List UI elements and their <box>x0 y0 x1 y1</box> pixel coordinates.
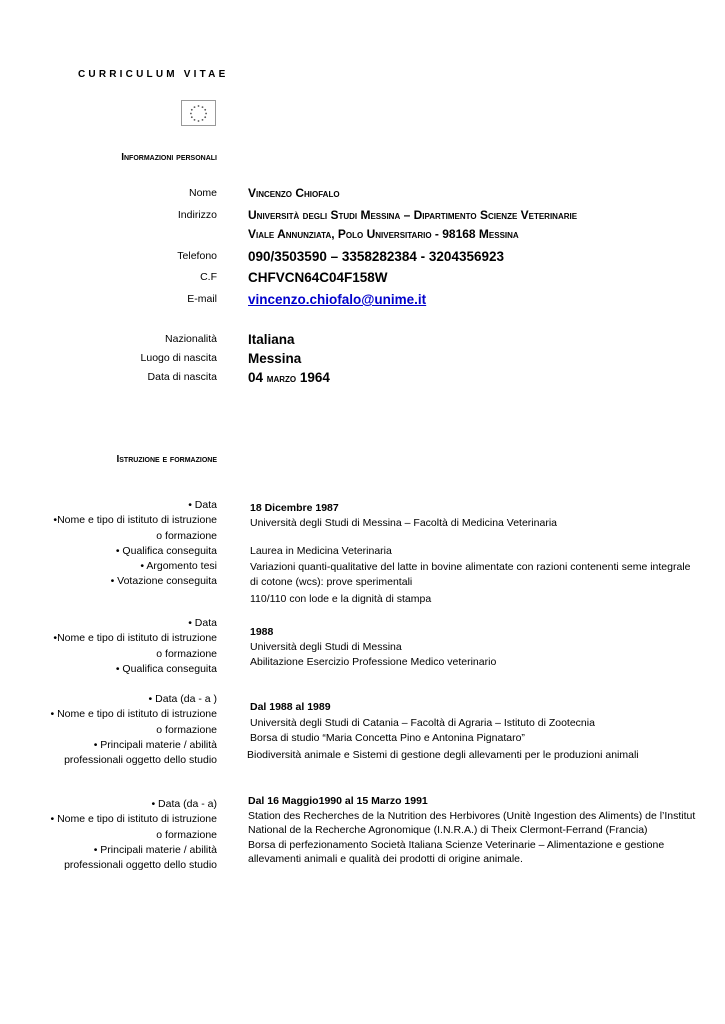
label-istituto-cont: o formazione <box>156 529 217 542</box>
label-votazione: • Votazione conseguita <box>110 575 217 588</box>
education-entry-1-line: Laurea in Medicina Veterinaria <box>250 545 392 557</box>
label-materie-cont: professionali oggetto dello studio <box>64 754 217 767</box>
label-data: • Data (da - a) <box>151 798 217 810</box>
label-data: • Data <box>188 499 217 511</box>
label-email: E-mail <box>187 293 217 305</box>
education-entry-1-line: Variazioni quanti-qualitative del latte in bovine alimentate con razioni contenenti seme integrale <box>250 561 691 573</box>
label-istituto: • Nome e tipo di istituto di istruzione <box>50 813 217 826</box>
label-qualifica: • Qualifica conseguita <box>115 662 217 675</box>
education-entry-4-labels <box>50 797 217 873</box>
label-materie: • Principali materie / abilità <box>93 843 217 856</box>
value-indirizzo-line2: Viale Annunziata, Polo Universitario - 98168 Messina <box>248 227 519 241</box>
value-nazionalita: Italiana <box>248 332 295 347</box>
label-istituto: •Nome e tipo di istituto di istruzione <box>53 514 217 527</box>
value-cf: CHFVCN64C04F158W <box>248 270 388 285</box>
education-entry-4-line: Station des Recherches de la Nutrition des Herbivores (Unitè Ingestion des Aliments) de l’Institut <box>248 810 696 822</box>
birth-year: 1964 <box>299 370 330 385</box>
education-entry-1-date: 18 Dicembre 1987 <box>250 502 339 514</box>
email-link[interactable]: vincenzo.chiofalo@unime.it <box>248 292 427 307</box>
birth-day: 04 <box>248 370 264 385</box>
education-entry-2-labels <box>53 616 217 677</box>
education-entry-3-line: Università degli Studi di Catania – Facoltà di Agraria – Istituto di Zootecnia <box>250 717 595 729</box>
education-entry-4-line: Borsa di perfezionamento Società Italiana Scienze Veterinarie – Alimentazione e gestione <box>248 839 665 851</box>
label-telefono: Telefono <box>177 250 217 262</box>
label-luogo-nascita: Luogo di nascita <box>140 352 217 364</box>
education-entry-4-date: Dal 16 Maggio1990 al 15 Marzo 1991 <box>248 795 428 807</box>
education-entry-3-labels <box>50 692 217 768</box>
education-entry-1-line: Università degli Studi di Messina – Facoltà di Medicina Veterinaria <box>250 517 557 529</box>
value-telefono: 090/3503590 – 3358282384 - 3204356923 <box>248 249 504 264</box>
education-heading: Istruzione e formazione <box>116 454 217 465</box>
value-luogo-nascita: Messina <box>248 351 302 366</box>
value-nome: Vincenzo Chiofalo <box>248 186 340 200</box>
label-materie-cont: professionali oggetto dello studio <box>64 859 217 872</box>
label-data-nascita: Data di nascita <box>147 371 217 383</box>
education-entry-1-line: 110/110 con lode e la dignità di stampa <box>250 593 432 605</box>
label-istituto: •Nome e tipo di istituto di istruzione <box>53 632 217 645</box>
label-indirizzo: Indirizzo <box>177 209 217 221</box>
personal-info-heading: Informazioni personali <box>121 152 217 163</box>
label-nazionalita: Nazionalità <box>165 333 217 345</box>
education-entry-2-date: 1988 <box>250 626 274 638</box>
value-indirizzo-line1: Università degli Studi Messina – Dipartimento Scienze Veterinarie <box>248 208 578 222</box>
label-data: • Data <box>188 617 217 629</box>
education-entry-3-line: Biodiversità animale e Sistemi di gestione degli allevamenti per le produzioni animali <box>247 749 639 761</box>
education-entry-3-line: Borsa di studio “Maria Concetta Pino e Antonina Pignataro” <box>250 732 525 744</box>
birth-month: marzo <box>266 373 297 385</box>
education-entry-2-line: Università degli Studi di Messina <box>250 641 402 653</box>
value-data-nascita <box>248 370 330 385</box>
label-data: • Data (da - a ) <box>148 693 217 705</box>
education-entry-4-line: National de la Recherche Agronomique (I.N.R.A.) di Theix Clermont-Ferrand (Francia) <box>248 824 648 836</box>
eu-flag-icon <box>181 100 216 126</box>
education-entry-1-line: di cotone (wcs): prove sperimentali <box>250 576 413 588</box>
label-istituto-cont: o formazione <box>156 723 217 736</box>
education-entry-4-line: allevamenti animali e qualità dei prodotti di origine animale. <box>248 853 523 865</box>
education-entry-1-labels <box>53 498 217 590</box>
label-istituto: • Nome e tipo di istituto di istruzione <box>50 708 217 721</box>
label-nome: Nome <box>188 187 217 199</box>
education-entry-2-line: Abilitazione Esercizio Professione Medico veterinario <box>250 656 497 668</box>
label-istituto-cont: o formazione <box>156 647 217 660</box>
label-materie: • Principali materie / abilità <box>93 738 217 751</box>
cv-title: CURRICULUM VITAE <box>78 69 229 80</box>
label-cf: C.F <box>200 271 217 283</box>
label-argomento: • Argomento tesi <box>140 560 217 573</box>
label-istituto-cont: o formazione <box>156 828 217 841</box>
education-entry-3-date: Dal 1988 al 1989 <box>250 701 331 713</box>
label-qualifica: • Qualifica conseguita <box>115 544 217 557</box>
